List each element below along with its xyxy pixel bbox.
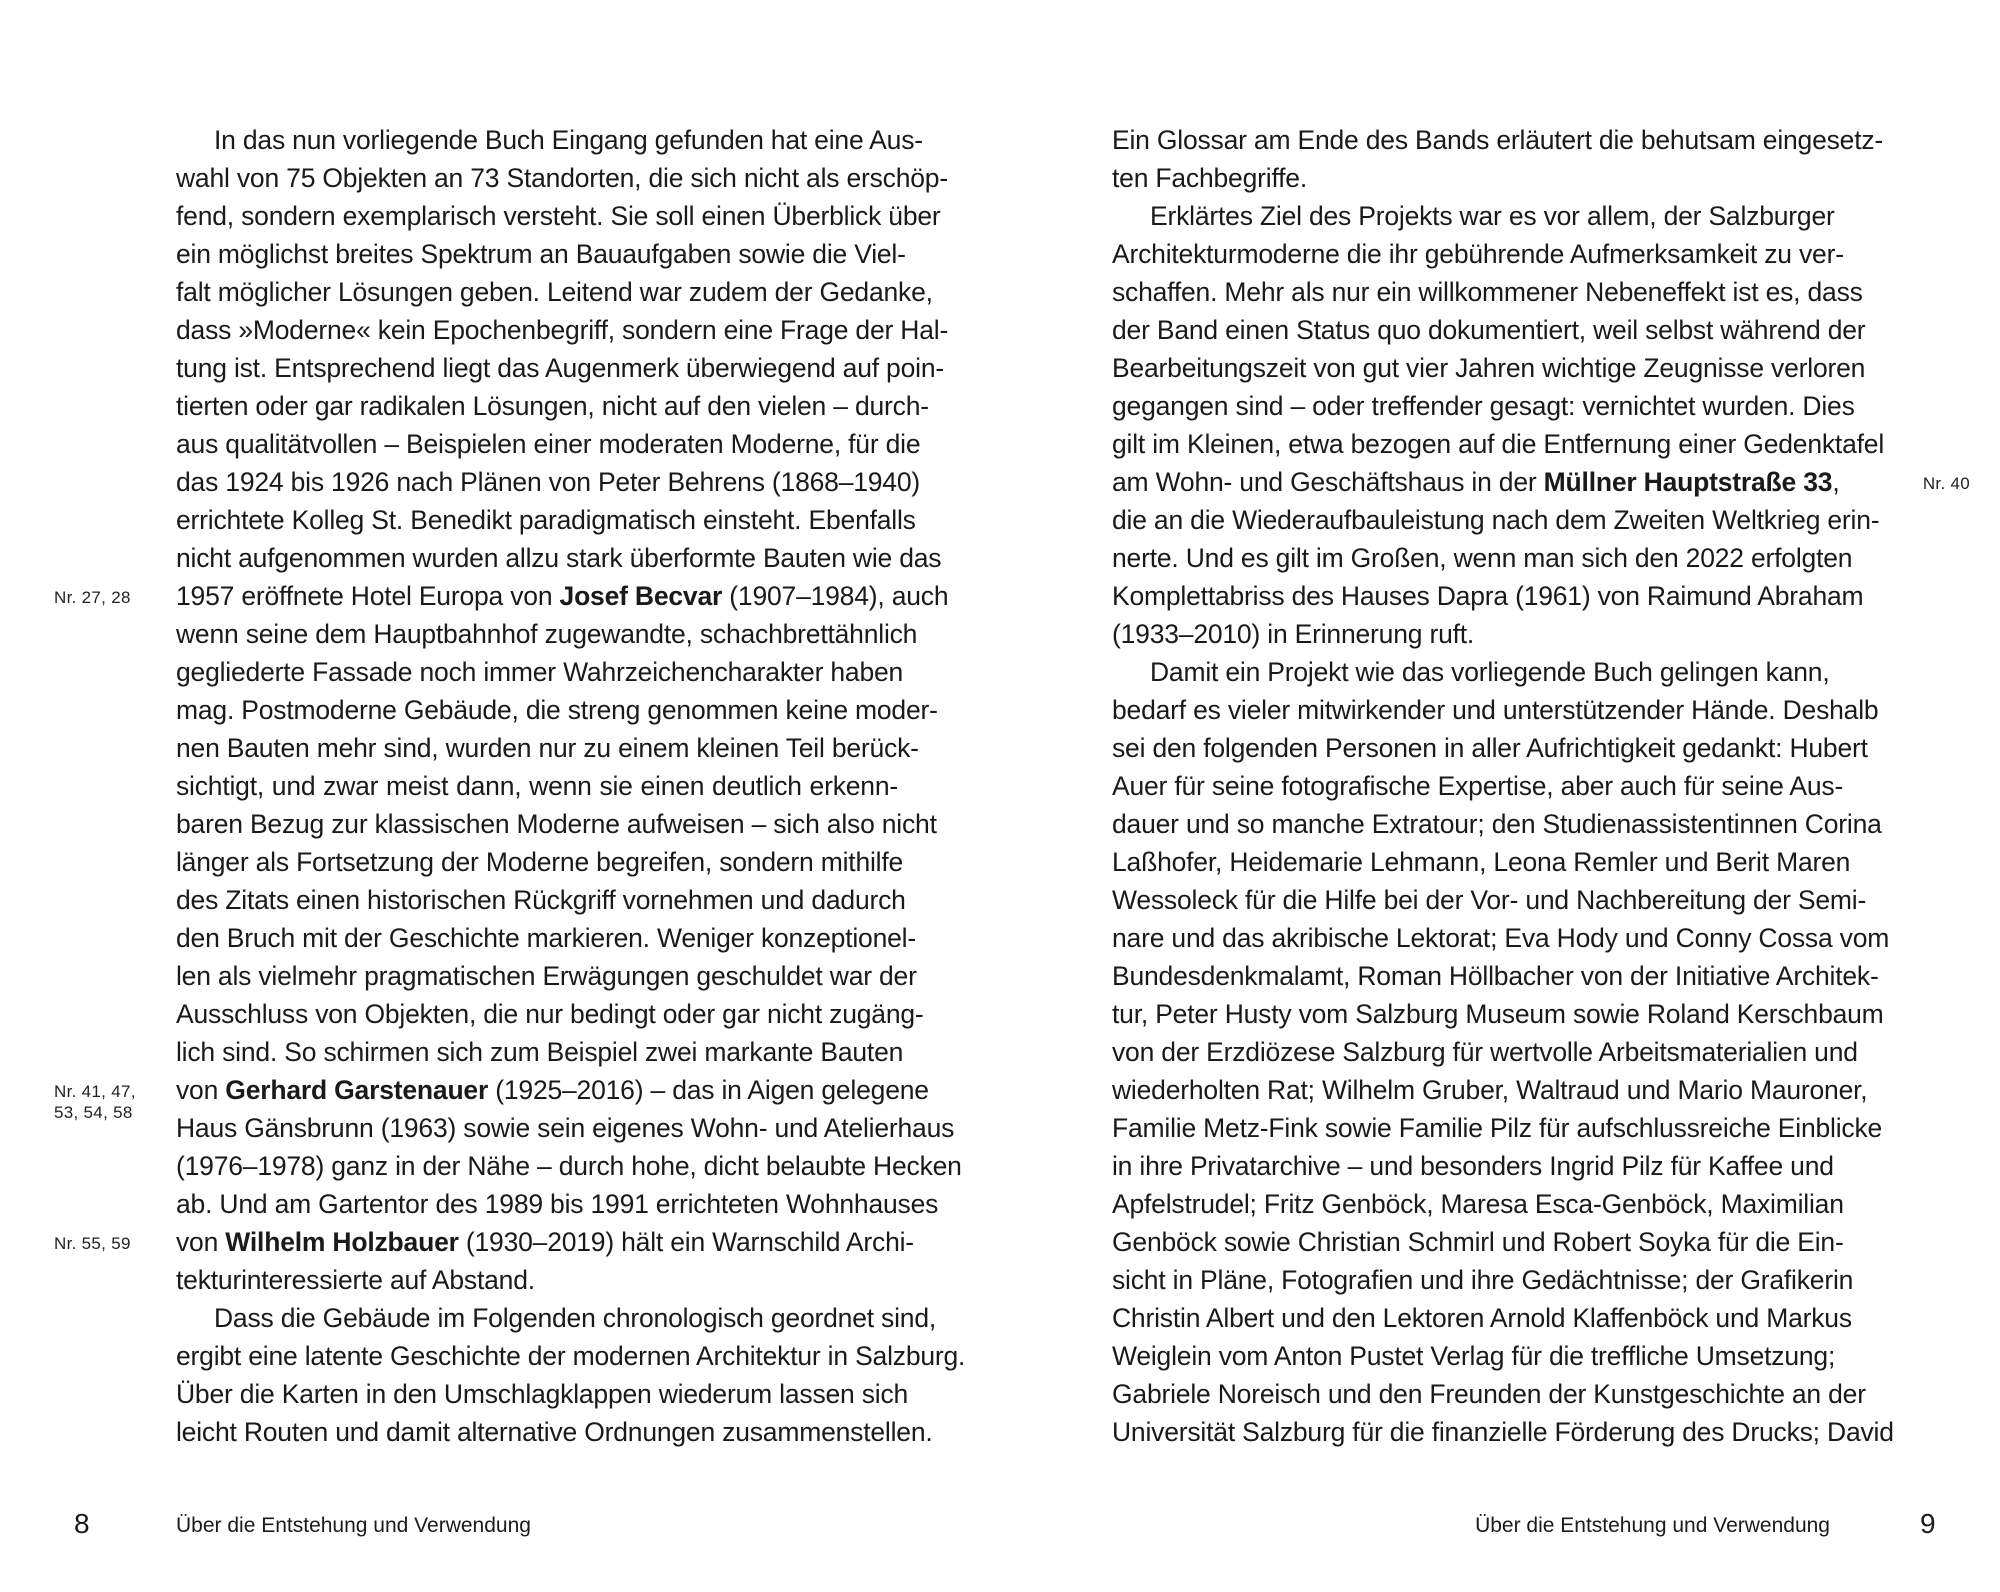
text-line <box>1112 463 1840 501</box>
text-line <box>1112 235 1844 273</box>
text-run: (1930–2019) hält ein Warnschild Archi- <box>458 1227 914 1257</box>
text-run: errichtete Kolleg St. Benedikt paradigmatisch einsteht. Ebenfalls <box>176 505 916 535</box>
text-run: gilt im Kleinen, etwa bezogen auf die Entfernung einer Gedenktafel <box>1112 429 1885 459</box>
text-run: in ihre Privatarchive – und besonders Ingrid Pilz für Kaffee und <box>1112 1151 1834 1181</box>
text-line <box>176 349 944 387</box>
text-line <box>1112 577 1864 615</box>
text-line <box>176 767 898 805</box>
text-run: länger als Fortsetzung der Moderne begreifen, sondern mithilfe <box>176 847 904 877</box>
text-run: die an die Wiederaufbauleistung nach dem Zweiten Weltkrieg erin- <box>1112 505 1880 535</box>
text-line <box>176 729 919 767</box>
text-run: Erklärtes Ziel des Projekts war es vor allem, der Salzburger <box>1150 201 1835 231</box>
text-run: (1976–1978) ganz in der Nähe – durch hohe, dicht belaubte Hecken <box>176 1151 962 1181</box>
text-run: Dass die Gebäude im Folgenden chronologisch geordnet sind, <box>214 1303 937 1333</box>
text-line <box>176 501 916 539</box>
text-line <box>176 1223 914 1261</box>
margin-note <box>1923 473 1970 494</box>
text-run: (1933–2010) in Erinnerung ruft. <box>1112 619 1475 649</box>
margin-note <box>54 587 131 608</box>
text-run: nicht aufgenommen wurden allzu stark überformte Bauten wie das <box>176 543 942 573</box>
text-run: sei den folgenden Personen in aller Aufrichtigkeit gedankt: Hubert <box>1112 733 1868 763</box>
text-run: nare und das akribische Lektorat; Eva Hody und Conny Cossa vom <box>1112 923 1890 953</box>
text-line <box>176 539 942 577</box>
margin-note-line: Nr. 41, 47, <box>54 1082 136 1101</box>
text-line <box>176 1337 966 1375</box>
paragraph <box>1112 653 1894 1451</box>
text-run: Bundesdenkmalamt, Roman Höllbacher von der Initiative Architek- <box>1112 961 1879 991</box>
text-run: ab. Und am Gartentor des 1989 bis 1991 errichteten Wohnhauses <box>176 1189 939 1219</box>
text-run: dass »Moderne« kein Epochenbegriff, sondern eine Frage der Hal- <box>176 315 949 345</box>
text-line <box>176 843 904 881</box>
text-line <box>1112 1033 1858 1071</box>
architect-name: Müllner Hauptstraße 33 <box>1543 467 1833 497</box>
text-run: ten Fachbegriffe. <box>1112 163 1307 193</box>
text-run: tur, Peter Husty vom Salzburg Museum sowie Roland Kerschbaum <box>1112 999 1884 1029</box>
text-run: leicht Routen und damit alternative Ordnungen zusammenstellen. <box>176 1417 933 1447</box>
text-run: Ein Glossar am Ende des Bands erläutert die behutsam eingesetz- <box>1112 125 1884 155</box>
running-head: Über die Entstehung und Verwendung <box>1475 1514 1830 1537</box>
text-line <box>1112 387 1855 425</box>
text-line <box>1112 273 1863 311</box>
text-line <box>1112 995 1884 1033</box>
text-run: wiederholten Rat; Wilhelm Gruber, Waltraud und Mario Mauroner, <box>1112 1075 1868 1105</box>
text-line <box>1112 1223 1844 1261</box>
page-number: 8 <box>74 1508 90 1539</box>
text-run: Gabriele Noreisch und den Freunden der Kunstgeschichte an der <box>1112 1379 1866 1409</box>
text-run: Wessoleck für die Hilfe bei der Vor- und Nachbereitung der Semi- <box>1112 885 1867 915</box>
text-line <box>176 273 933 311</box>
text-line <box>1112 691 1879 729</box>
text-line <box>1112 1185 1844 1223</box>
architect-name: Gerhard Garstenauer <box>225 1075 489 1105</box>
text-line <box>1112 1337 1836 1375</box>
margin-note-line: Nr. 40 <box>1922 474 1970 493</box>
text-run: sicht in Pläne, Fotografien und ihre Gedächtnisse; der Grafikerin <box>1112 1265 1854 1295</box>
architect-name: Josef Becvar <box>559 581 723 611</box>
paragraph <box>176 121 962 1299</box>
text-run: wenn seine dem Hauptbahnhof zugewandte, schachbrettähnlich <box>176 619 918 649</box>
text-run: sichtigt, und zwar meist dann, wenn sie einen deutlich erkenn- <box>176 771 898 801</box>
text-line <box>176 235 906 273</box>
text-line <box>1112 881 1867 919</box>
text-line <box>176 1033 904 1071</box>
running-head: Über die Entstehung und Verwendung <box>176 1514 531 1537</box>
text-run: In das nun vorliegende Buch Eingang gefunden hat eine Aus- <box>214 125 923 155</box>
text-line <box>176 1147 962 1185</box>
text-run: nen Bauten mehr sind, wurden nur zu einem kleinen Teil berück- <box>176 733 919 763</box>
text-run: Auer für seine fotografische Expertise, aber auch für seine Aus- <box>1112 771 1844 801</box>
text-line <box>176 1299 937 1337</box>
text-line <box>176 1071 929 1109</box>
text-run: Apfelstrudel; Fritz Genböck, Maresa Esca-Genböck, Maximilian <box>1112 1189 1844 1219</box>
text-run: aus qualitätvollen – Beispielen einer moderaten Moderne, für die <box>176 429 921 459</box>
text-run: lich sind. So schirmen sich zum Beispiel zwei markante Bauten <box>176 1037 904 1067</box>
text-line <box>1112 1071 1868 1109</box>
text-line <box>1112 349 1866 387</box>
text-line <box>176 1109 955 1147</box>
text-line <box>1112 843 1851 881</box>
text-run: dauer und so manche Extratour; den Studienassistentinnen Corina <box>1112 809 1882 839</box>
text-line <box>176 197 941 235</box>
text-line <box>176 653 904 691</box>
text-run: den Bruch mit der Geschichte markieren. Weniger konzeptionel- <box>176 923 916 953</box>
text-line <box>176 1261 898 1299</box>
text-run: tung ist. Entsprechend liegt das Augenmerk überwiegend auf poin- <box>176 353 944 383</box>
text-run: (1907–1984), auch <box>722 581 949 611</box>
text-run: Über die Karten in den Umschlagklappen wiederum lassen sich <box>176 1379 909 1409</box>
margin-note <box>54 1233 131 1254</box>
text-run: von <box>176 1227 226 1257</box>
page-number: 9 <box>1920 1508 1936 1539</box>
text-line <box>1112 425 1885 463</box>
margin-note <box>54 1081 136 1123</box>
text-run: len als vielmehr pragmatischen Erwägungen geschuldet war der <box>176 961 917 991</box>
text-line <box>1112 957 1879 995</box>
text-line <box>176 463 921 501</box>
margin-note-line: Nr. 55, 59 <box>54 1234 131 1253</box>
text-run: falt möglicher Lösungen geben. Leitend war zudem der Gedanke, <box>176 277 933 307</box>
text-run: bedarf es vieler mitwirkender und unterstützender Hände. Deshalb <box>1112 695 1879 725</box>
text-line <box>1112 1147 1834 1185</box>
text-line <box>1112 159 1824 197</box>
text-line <box>176 995 924 1033</box>
paragraph <box>1112 197 1885 653</box>
text-line <box>176 1375 909 1413</box>
text-run: von der Erzdiözese Salzburg für wertvolle Arbeitsmaterialien und <box>1112 1037 1858 1067</box>
text-line <box>1112 805 1882 843</box>
text-run: Architekturmoderne die ihr gebührende Aufmerksamkeit zu ver- <box>1112 239 1844 269</box>
text-run: (1925–2016) – das in Aigen gelegene <box>488 1075 929 1105</box>
text-run: baren Bezug zur klassischen Moderne aufweisen – sich also nicht <box>176 809 937 839</box>
text-line <box>1112 311 1866 349</box>
text-line <box>176 425 921 463</box>
text-line <box>176 1413 933 1451</box>
text-line <box>176 805 937 843</box>
text-run: mag. Postmoderne Gebäude, die streng genommen keine moder- <box>176 695 938 725</box>
text-line <box>1112 729 1868 767</box>
text-run: Laßhofer, Heidemarie Lehmann, Leona Remler und Berit Maren <box>1112 847 1851 877</box>
text-line <box>176 881 906 919</box>
text-line <box>176 919 916 957</box>
text-run: Damit ein Projekt wie das vorliegende Buch gelingen kann, <box>1150 657 1830 687</box>
text-line <box>176 159 948 197</box>
text-line <box>1112 1375 1866 1413</box>
body-text <box>1112 121 1894 1451</box>
right-page <box>1000 0 2000 1592</box>
text-run: von <box>176 1075 226 1105</box>
text-run: gegliederte Fassade noch immer Wahrzeichencharakter haben <box>176 657 904 687</box>
text-run: tekturinteressierte auf Abstand. <box>176 1265 535 1295</box>
text-line <box>1112 197 1835 235</box>
text-run: Genböck sowie Christian Schmirl und Robert Soyka für die Ein- <box>1112 1227 1844 1257</box>
text-line <box>1112 1261 1854 1299</box>
text-line <box>1112 501 1880 539</box>
text-line <box>176 615 918 653</box>
text-line <box>176 957 917 995</box>
text-run: ergibt eine latente Geschichte der modernen Architektur in Salzburg. <box>176 1341 966 1371</box>
text-run: tierten oder gar radikalen Lösungen, nicht auf den vielen – durch- <box>176 391 929 421</box>
text-line <box>176 691 938 729</box>
architect-name: Wilhelm Holzbauer <box>225 1227 459 1257</box>
margin-note-line: 53, 54, 58 <box>54 1103 133 1122</box>
text-run: nerte. Und es gilt im Großen, wenn man sich den 2022 erfolgten <box>1112 543 1853 573</box>
text-run: wahl von 75 Objekten an 73 Standorten, die sich nicht als erschöp- <box>176 163 948 193</box>
text-run: Christin Albert und den Lektoren Arnold Klaffenböck und Markus <box>1112 1303 1852 1333</box>
text-run: Ausschluss von Objekten, die nur bedingt oder gar nicht zugäng- <box>176 999 924 1029</box>
paragraph <box>1112 121 1884 197</box>
text-run: das 1924 bis 1926 nach Plänen von Peter Behrens (1868–1940) <box>176 467 921 497</box>
text-run: ein möglichst breites Spektrum an Bauaufgaben sowie die Viel- <box>176 239 906 269</box>
text-line <box>1112 1299 1852 1337</box>
text-run: gegangen sind – oder treffender gesagt: vernichtet wurden. Dies <box>1112 391 1855 421</box>
body-text <box>176 121 966 1451</box>
text-run: Weiglein vom Anton Pustet Verlag für die treffliche Umsetzung; <box>1112 1341 1836 1371</box>
text-run: der Band einen Status quo dokumentiert, weil selbst während der <box>1112 315 1866 345</box>
margin-note-line: Nr. 27, 28 <box>54 588 131 607</box>
text-run: Universität Salzburg für die finanzielle Förderung des Drucks; David <box>1112 1417 1894 1447</box>
text-line <box>176 387 929 425</box>
text-run: Bearbeitungszeit von gut vier Jahren wichtige Zeugnisse verloren <box>1112 353 1866 383</box>
text-line <box>1112 1109 1883 1147</box>
text-run: fend, sondern exemplarisch versteht. Sie soll einen Überblick über <box>176 201 941 231</box>
text-line <box>176 121 923 159</box>
text-run: Komplettabriss des Hauses Dapra (1961) von Raimund Abraham <box>1112 581 1864 611</box>
text-run: am Wohn- und Geschäftshaus in der <box>1112 467 1544 497</box>
paragraph <box>176 1299 966 1451</box>
text-run: Haus Gänsbrunn (1963) sowie sein eigenes Wohn- und Atelierhaus <box>176 1113 955 1143</box>
text-line <box>176 577 949 615</box>
text-line <box>1112 615 1824 653</box>
text-line <box>176 1185 939 1223</box>
text-run: 1957 eröffnete Hotel Europa von <box>176 581 560 611</box>
text-line <box>1112 767 1844 805</box>
text-line <box>176 311 949 349</box>
text-line <box>1112 1413 1894 1451</box>
text-run: des Zitats einen historischen Rückgriff vornehmen und dadurch <box>176 885 906 915</box>
text-run: Familie Metz-Fink sowie Familie Pilz für aufschlussreiche Einblicke <box>1112 1113 1883 1143</box>
text-run: , <box>1832 467 1840 497</box>
text-line <box>1112 653 1830 691</box>
text-line <box>1112 539 1853 577</box>
text-run: schaffen. Mehr als nur ein willkommener Nebeneffekt ist es, dass <box>1112 277 1863 307</box>
text-line <box>1112 121 1884 159</box>
text-line <box>1112 919 1890 957</box>
